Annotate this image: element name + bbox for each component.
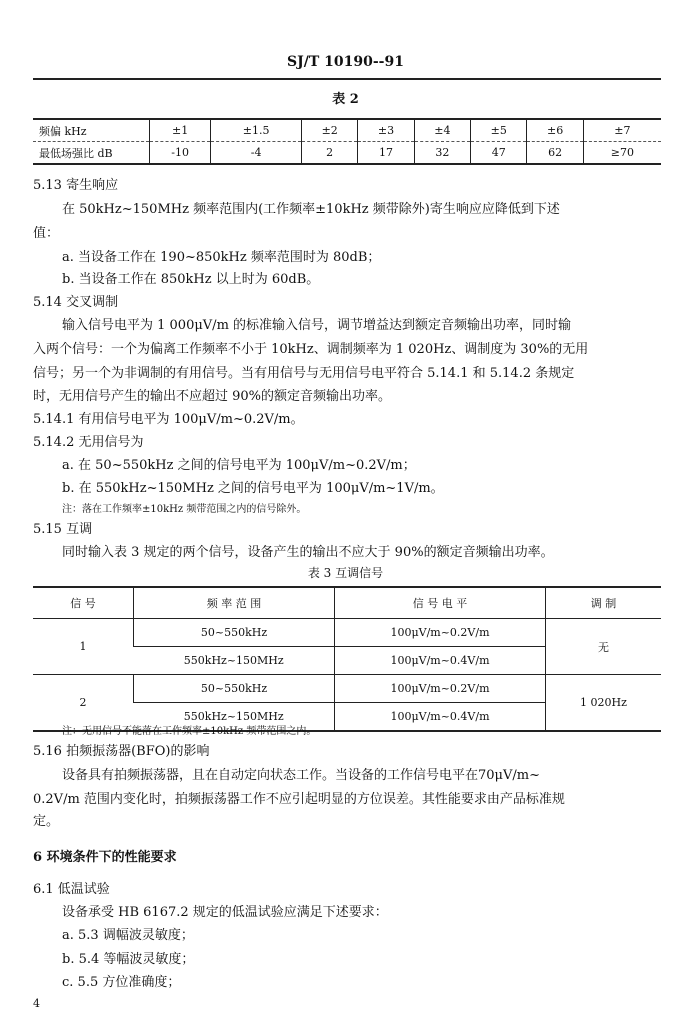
table2 bbox=[33, 118, 661, 165]
table-cell: 550kHz~150MHz bbox=[134, 703, 335, 732]
column-header: 调 制 bbox=[546, 587, 662, 619]
table-cell: ±1.5 bbox=[211, 119, 302, 142]
table-cell: -4 bbox=[211, 142, 302, 165]
table-cell: 2 bbox=[33, 675, 134, 732]
paragraph-line: 0.2V/m 范围内变化时，拍频振荡器工作不应引起明显的方位误差。其性能要求由产品标准规 bbox=[33, 792, 565, 807]
subsection: 5.14.2 无用信号为 bbox=[33, 435, 144, 450]
table-cell: ±1 bbox=[150, 119, 211, 142]
table-cell: 50~550kHz bbox=[134, 675, 335, 703]
paragraph-line: 值： bbox=[33, 226, 60, 241]
table-cell: ±4 bbox=[414, 119, 470, 142]
list-item: c. 5.5 方位准确度； bbox=[62, 975, 181, 990]
table-row bbox=[33, 675, 661, 703]
table-cell: ±7 bbox=[583, 119, 661, 142]
table-cell: ±5 bbox=[471, 119, 527, 142]
table-cell: 47 bbox=[471, 142, 527, 165]
section-heading: 5.14 交叉调制 bbox=[33, 295, 119, 310]
subsection: 5.14.1 有用信号电平为 100μV/m~0.2V/m。 bbox=[33, 412, 304, 427]
table-cell: 50~550kHz bbox=[134, 619, 335, 647]
table-cell: 550kHz~150MHz bbox=[134, 647, 335, 675]
table-cell: 100μV/m~0.4V/m bbox=[335, 647, 546, 675]
paragraph-line: 信号；另一个为非调制的有用信号。当有用信号与无用信号电平符合 5.14.1 和 5.14.2 条规定 bbox=[33, 366, 575, 381]
table-cell: 100μV/m~0.2V/m bbox=[335, 619, 546, 647]
column-header: 信 号 bbox=[33, 587, 134, 619]
table-row bbox=[33, 119, 661, 142]
standard-number: SJ/T 10190--91 bbox=[287, 54, 404, 70]
table-cell: 频偏 kHz bbox=[33, 119, 150, 142]
paragraph-line: 同时输入表 3 规定的两个信号，设备产生的输出不应大于 90%的额定音频输出功率。 bbox=[62, 545, 554, 560]
paragraph-line: 设备承受 HB 6167.2 规定的低温试验应满足下述要求： bbox=[62, 905, 388, 920]
table-header-row bbox=[33, 587, 661, 619]
paragraph-line: 入两个信号：一个为偏离工作频率不小于 10kHz、调制频率为 1 020Hz、调制度为 30%的无用 bbox=[33, 342, 589, 357]
table3-caption: 表 3 互调信号 bbox=[307, 566, 384, 580]
section-heading: 5.13 寄生响应 bbox=[33, 178, 119, 193]
list-item: b. 5.4 等幅波灵敏度； bbox=[62, 952, 195, 967]
table-cell: 62 bbox=[527, 142, 583, 165]
section-heading: 5.16 拍频振荡器(BFO)的影响 bbox=[33, 744, 210, 759]
chapter-heading: 6 环境条件下的性能要求 bbox=[33, 850, 177, 865]
paragraph-line: 设备具有拍频振荡器，且在自动定向状态工作。当设备的工作信号电平在70μV/m~ bbox=[62, 768, 540, 783]
table-cell: 无 bbox=[546, 619, 662, 675]
table-cell: 最低场强比 dB bbox=[39, 146, 113, 160]
table-cell: 17 bbox=[358, 142, 414, 165]
list-item: b. 当设备工作在 850kHz 以上时为 60dB。 bbox=[62, 272, 320, 287]
paragraph-line: 时，无用信号产生的输出不应超过 90%的额定音频输出功率。 bbox=[33, 389, 392, 404]
section-heading: 6.1 低温试验 bbox=[33, 882, 110, 897]
list-item: a. 5.3 调幅波灵敏度； bbox=[62, 928, 194, 943]
table-cell: 1 bbox=[33, 619, 134, 675]
list-item: a. 在 50~550kHz 之间的信号电平为 100μV/m~0.2V/m； bbox=[62, 458, 416, 473]
note: 注：落在工作频率±10kHz 频带范围之内的信号除外。 bbox=[62, 504, 307, 515]
table-cell: 1 020Hz bbox=[546, 675, 662, 732]
table-cell: 32 bbox=[414, 142, 470, 165]
paragraph-line: 定。 bbox=[33, 814, 60, 829]
header-rule bbox=[33, 78, 661, 80]
list-item: a. 当设备工作在 190~850kHz 频率范围时为 80dB； bbox=[62, 250, 381, 265]
table-row bbox=[33, 619, 661, 647]
section-heading: 5.15 互调 bbox=[33, 522, 93, 537]
table-cell: 100μV/m~0.4V/m bbox=[335, 703, 546, 732]
table-cell: ±6 bbox=[527, 119, 583, 142]
note: 注：无用信号不能落在工作频率±10kHz 频带范围之内。 bbox=[62, 726, 317, 737]
column-header: 频 率 范 围 bbox=[134, 587, 335, 619]
table3 bbox=[33, 586, 661, 732]
table-cell: ≥70 bbox=[583, 142, 661, 165]
table-cell: 100μV/m~0.2V/m bbox=[335, 675, 546, 703]
paragraph-line: 输入信号电平为 1 000μV/m 的标准输入信号，调节增益达到额定音频输出功率，同时输 bbox=[62, 318, 572, 333]
table-cell: ±3 bbox=[358, 119, 414, 142]
table-cell: -10 bbox=[150, 142, 211, 165]
column-header: 信 号 电 平 bbox=[335, 587, 546, 619]
table-row bbox=[33, 142, 661, 165]
table-cell: ±2 bbox=[302, 119, 358, 142]
page-number: 4 bbox=[33, 997, 40, 1010]
table-cell: 2 bbox=[302, 142, 358, 165]
paragraph-line: 在 50kHz~150MHz 频率范围内(工作频率±10kHz 频带除外)寄生响应应降低到下述 bbox=[62, 202, 560, 217]
table2-caption: 表 2 bbox=[332, 92, 359, 107]
list-item: b. 在 550kHz~150MHz 之间的信号电平为 100μV/m~1V/m。 bbox=[62, 481, 444, 496]
